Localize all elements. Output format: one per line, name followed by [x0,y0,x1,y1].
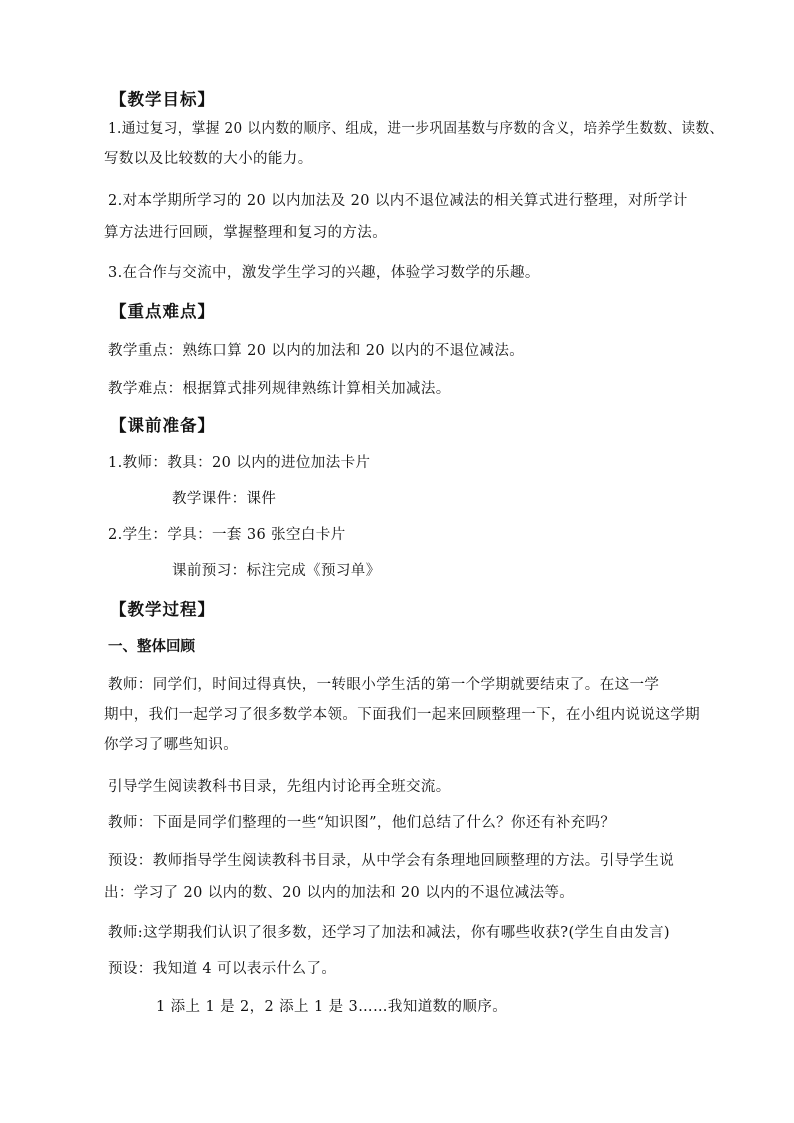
goal-2-line-2: 算方法进行回顾，掌握整理和复习的方法。 [104,225,388,241]
prep-teacher-courseware: 教学课件：课件 [172,491,277,507]
section-title-goals: 【教学目标】 [110,90,215,109]
teacher-para-2: 教师：下面是同学们整理的一些“知识图”，他们总结了什么？你还有补充吗？ [108,815,616,831]
key-difficulty: 教学难点：根据算式排列规律熟练计算相关加减法。 [108,381,451,397]
goal-1-line-2: 写数以及比较数的大小的能力。 [104,151,313,167]
preset-2: 预设：我知道 4 可以表示什么了。 [108,961,337,977]
section-title-key: 【重点难点】 [110,302,215,321]
guide-text: 引导学生阅读教科书目录，先组内讨论再全班交流。 [108,779,451,795]
preset-1-line-1: 预设：教师指导学生阅读教科书目录，从中学会有条理地回顾整理的方法。引导学生说 [108,853,675,869]
section-title-process: 【教学过程】 [110,600,215,619]
teacher-para-1-line-2: 期中，我们一起学习了很多数学本领。下面我们一起来回顾整理一下，在小组内说说这学期 [104,707,700,723]
goal-3: 3.在合作与交流中，激发学生学习的兴趣，体验学习数学的乐趣。 [108,265,540,281]
teacher-para-1-line-3: 你学习了哪些知识。 [104,737,239,753]
goal-1-line-1: 1.通过复习，掌握 20 以内数的顺序、组成，进一步巩固基数与序数的含义，培养学生数数、读数、 [108,121,724,137]
teacher-para-3: 教师:这学期我们认识了很多数，还学习了加法和减法，你有哪些收获?(学生自由发言) [108,925,670,941]
preset-2-continued: 1 添上 1 是 2，2 添上 1 是 3……我知道数的顺序。 [156,999,508,1015]
goal-2-line-1: 2.对本学期所学习的 20 以内加法及 20 以内不退位减法的相关算式进行整理，对所学计 [108,193,688,209]
part-1-heading: 一、整体回顾 [108,639,195,655]
section-title-prep: 【课前准备】 [110,416,215,435]
preset-1-line-2: 出：学习了 20 以内的数、20 以内的加法和 20 以内的不退位减法等。 [104,885,575,901]
teacher-para-1-line-1: 教师：同学们，时间过得真快，一转眼小学生活的第一个学期就要结束了。在这一学 [108,677,660,693]
key-focus: 教学重点：熟练口算 20 以内的加法和 20 以内的不退位减法。 [108,343,525,359]
prep-teacher: 1.教师：教具：20 以内的进位加法卡片 [108,455,371,471]
prep-student-preview: 课前预习：标注完成《预习单》 [172,563,381,579]
prep-student: 2.学生：学具：一套 36 张空白卡片 [108,527,346,543]
